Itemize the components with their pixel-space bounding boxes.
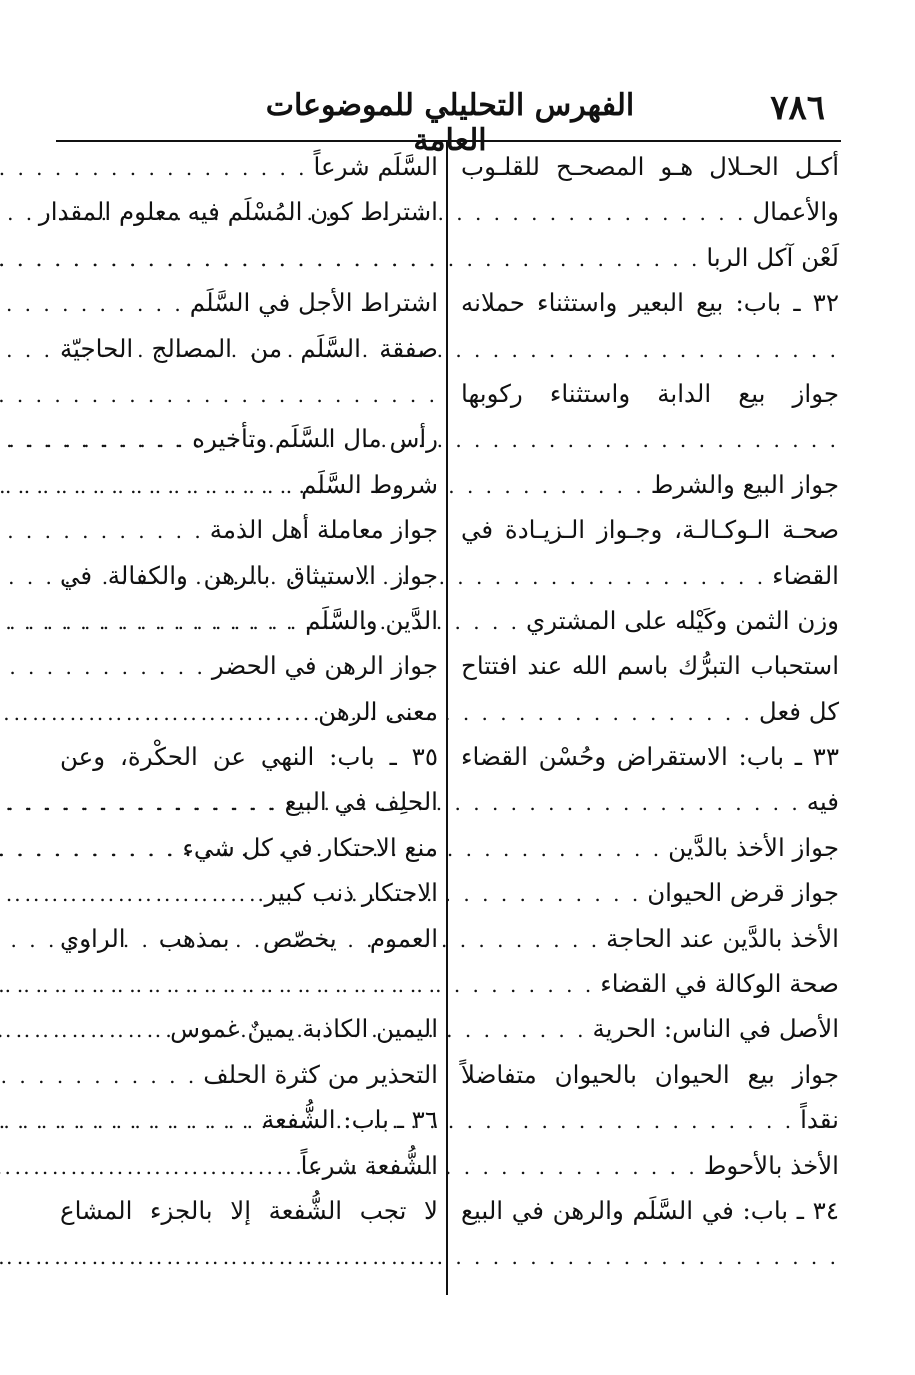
dot-leader — [0, 872, 265, 917]
index-entry — [60, 371, 438, 418]
entry-title: الاحتكار ذنب كبير — [264, 878, 438, 908]
dot-leader — [0, 1054, 203, 1099]
index-entry — [60, 144, 438, 191]
entry-title: الأصل في الناس: الحرية — [592, 1014, 839, 1044]
index-entry — [60, 1143, 438, 1190]
index-line — [60, 1233, 438, 1278]
dot-leader — [0, 418, 192, 463]
entry-title: جواز معاملة أهل الذمة — [209, 515, 438, 545]
entry-title: الحلِف في البيع — [284, 787, 438, 817]
index-entry — [461, 1233, 839, 1280]
index-line — [60, 961, 438, 1006]
entry-title: وزن الثمن وكَيْله على المشتري — [526, 605, 839, 635]
index-entry — [461, 462, 839, 509]
index-line — [461, 916, 839, 961]
index-line — [461, 235, 839, 280]
index-line — [60, 144, 438, 189]
index-line — [60, 371, 438, 416]
index-entry — [461, 1006, 839, 1053]
index-line — [461, 779, 839, 824]
index-line — [60, 280, 438, 325]
index-line — [60, 598, 438, 643]
index-entry — [461, 689, 839, 736]
entry-title: الأخذ بالدَّين عند الحاجة — [606, 923, 839, 953]
index-entry — [461, 1097, 839, 1144]
dot-leader — [0, 691, 318, 736]
entry-title: السَّلَم شرعاً — [313, 152, 438, 181]
index-line: أكـل الحـلال هـو المصحـح للقلـوب — [461, 152, 839, 181]
index-entry — [461, 961, 839, 1008]
entry-title: اليمين الكاذبة يمينٌ غموس — [170, 1014, 438, 1044]
index-line: العموم يخصّص بمذهب الراوي — [60, 923, 438, 953]
entry-title: اشتراط الأجل في السَّلَم — [189, 288, 438, 318]
index-line — [461, 1006, 839, 1051]
index-line: جواز بيع الدابة واستثناء ركوبها — [461, 378, 839, 408]
index-line — [461, 825, 839, 870]
entry-title: الأخذ بالأحوط — [703, 1150, 839, 1180]
index-line — [461, 553, 839, 598]
dot-leader — [0, 1235, 438, 1280]
entry-title: والأعمال — [752, 197, 839, 227]
index-line: اشتراط كون المُسْلَم فيه معلوم المقدار — [38, 197, 438, 227]
dot-leader — [0, 1008, 170, 1053]
dot-leader — [0, 963, 438, 1008]
index-line: لا تجب الشُّفعة إلا بالجزء المشاع — [60, 1195, 438, 1225]
index-line — [60, 462, 438, 507]
entry-title: الدَّين والسَّلَم — [305, 605, 438, 635]
entry-title: جواز الرهن في الحضر — [211, 651, 438, 681]
dot-leader — [0, 1145, 301, 1190]
entry-title: كل فعل — [758, 696, 839, 726]
running-title: الفهرس التحليلي للموضوعات العامة — [265, 88, 635, 158]
entry-title: نقداً — [800, 1105, 839, 1135]
page-number: ٧٨٦ — [770, 88, 825, 128]
index-entry — [60, 235, 438, 282]
index-line — [461, 462, 839, 507]
dot-leader — [0, 464, 301, 509]
entry-title: الشُّفعة شرعاً — [300, 1150, 438, 1180]
index-line — [60, 825, 438, 870]
index-entry — [461, 916, 839, 963]
dot-leader — [0, 781, 285, 826]
index-entry — [60, 1006, 438, 1053]
index-entry — [60, 825, 438, 872]
entry-title: فيه — [806, 787, 839, 817]
index-entry — [461, 870, 839, 917]
index-line — [60, 1097, 438, 1142]
index-line: جواز الاستيثاق بالرهن والكفالة في — [60, 560, 438, 590]
dot-leader — [0, 282, 190, 327]
index-entry — [60, 507, 438, 554]
entry-title: صحة الوكالة في القضاء — [600, 969, 839, 999]
index-entry — [461, 598, 839, 645]
index-entry — [461, 553, 839, 600]
index-entry — [461, 779, 839, 826]
index-line — [60, 643, 438, 688]
index-line — [60, 1052, 438, 1097]
dot-leader — [0, 600, 305, 645]
index-line: استحباب التبرُّك باسم الله عند افتتاح — [461, 651, 839, 681]
index-entry — [461, 235, 839, 282]
index-entry — [60, 1097, 438, 1144]
index-line: ٣٤ ـ باب: في السَّلَم والرهن في البيع — [461, 1195, 839, 1225]
dot-leader — [0, 509, 210, 554]
index-line: ٣٣ ـ باب: الاستقراض وحُسْن القضاء — [461, 742, 839, 772]
index-entry — [60, 462, 438, 509]
entry-title: منع الاحتكار في كل شيء — [182, 832, 438, 862]
index-entry — [60, 1233, 438, 1280]
index-line — [60, 1006, 438, 1051]
dot-leader — [0, 373, 438, 418]
index-column-right — [461, 144, 839, 1279]
index-entry — [60, 1052, 438, 1099]
index-entry — [60, 280, 438, 327]
index-entry — [60, 416, 438, 463]
index-entry — [60, 961, 438, 1008]
index-line: صفقة السَّلَم من المصالح الحاجيّة — [60, 333, 438, 363]
index-line — [60, 235, 438, 280]
entry-title: لَعْن آكل الربا — [706, 242, 839, 272]
index-entry — [461, 1143, 839, 1190]
index-entry — [60, 870, 438, 917]
index-line — [60, 870, 438, 915]
index-entry — [60, 643, 438, 690]
dot-leader — [0, 827, 182, 872]
entry-title: جواز البيع والشرط — [650, 469, 839, 499]
index-entry — [461, 416, 839, 463]
index-entry — [60, 689, 438, 736]
dot-leader — [0, 237, 438, 282]
entry-title: شروط السَّلَم — [301, 469, 438, 499]
entry-title: القضاء — [772, 560, 839, 590]
index-line — [461, 689, 839, 734]
entry-title: التحذير من كثرة الحلف — [203, 1059, 438, 1089]
index-line: ٣٥ ـ باب: النهي عن الحكْرة، وعن — [60, 742, 438, 772]
index-column-left — [38, 144, 438, 1279]
entry-title: ٣٦ ـ باب: الشُّفعة — [262, 1105, 438, 1135]
index-line — [461, 1097, 839, 1142]
index-line — [461, 1233, 839, 1278]
index-line — [461, 416, 839, 461]
index-entry — [461, 189, 839, 236]
index-entry — [60, 779, 438, 826]
index-entry — [60, 598, 438, 645]
index-line — [461, 870, 839, 915]
index-line — [461, 598, 839, 643]
index-line — [461, 1143, 839, 1188]
index-line: ٣٢ ـ باب: بيع البعير واستثناء حملانه — [461, 288, 839, 318]
entry-title: معنى الرهن — [318, 696, 438, 726]
index-line — [60, 507, 438, 552]
index-line — [60, 689, 438, 734]
header-rule — [56, 140, 841, 142]
entry-title: رأس مال السَّلَم وتأخيره — [192, 424, 438, 454]
index-line: جواز بيع الحيوان بالحيوان متفاضلاً — [461, 1059, 839, 1089]
dot-leader — [0, 1099, 262, 1144]
entry-title: جواز الأخذ بالدَّين — [668, 832, 839, 862]
entry-title: جواز قرض الحيوان — [647, 878, 839, 908]
index-line — [461, 961, 839, 1006]
index-entry — [461, 326, 839, 373]
index-line — [60, 779, 438, 824]
index-line — [461, 189, 839, 234]
index-line: صحـة الـوكـالـة، وجـواز الـزيـادة في — [461, 515, 839, 545]
index-line — [60, 1143, 438, 1188]
dot-leader — [0, 146, 314, 191]
index-line — [461, 326, 839, 371]
dot-leader — [0, 645, 212, 690]
index-line — [60, 416, 438, 461]
index-entry — [461, 825, 839, 872]
